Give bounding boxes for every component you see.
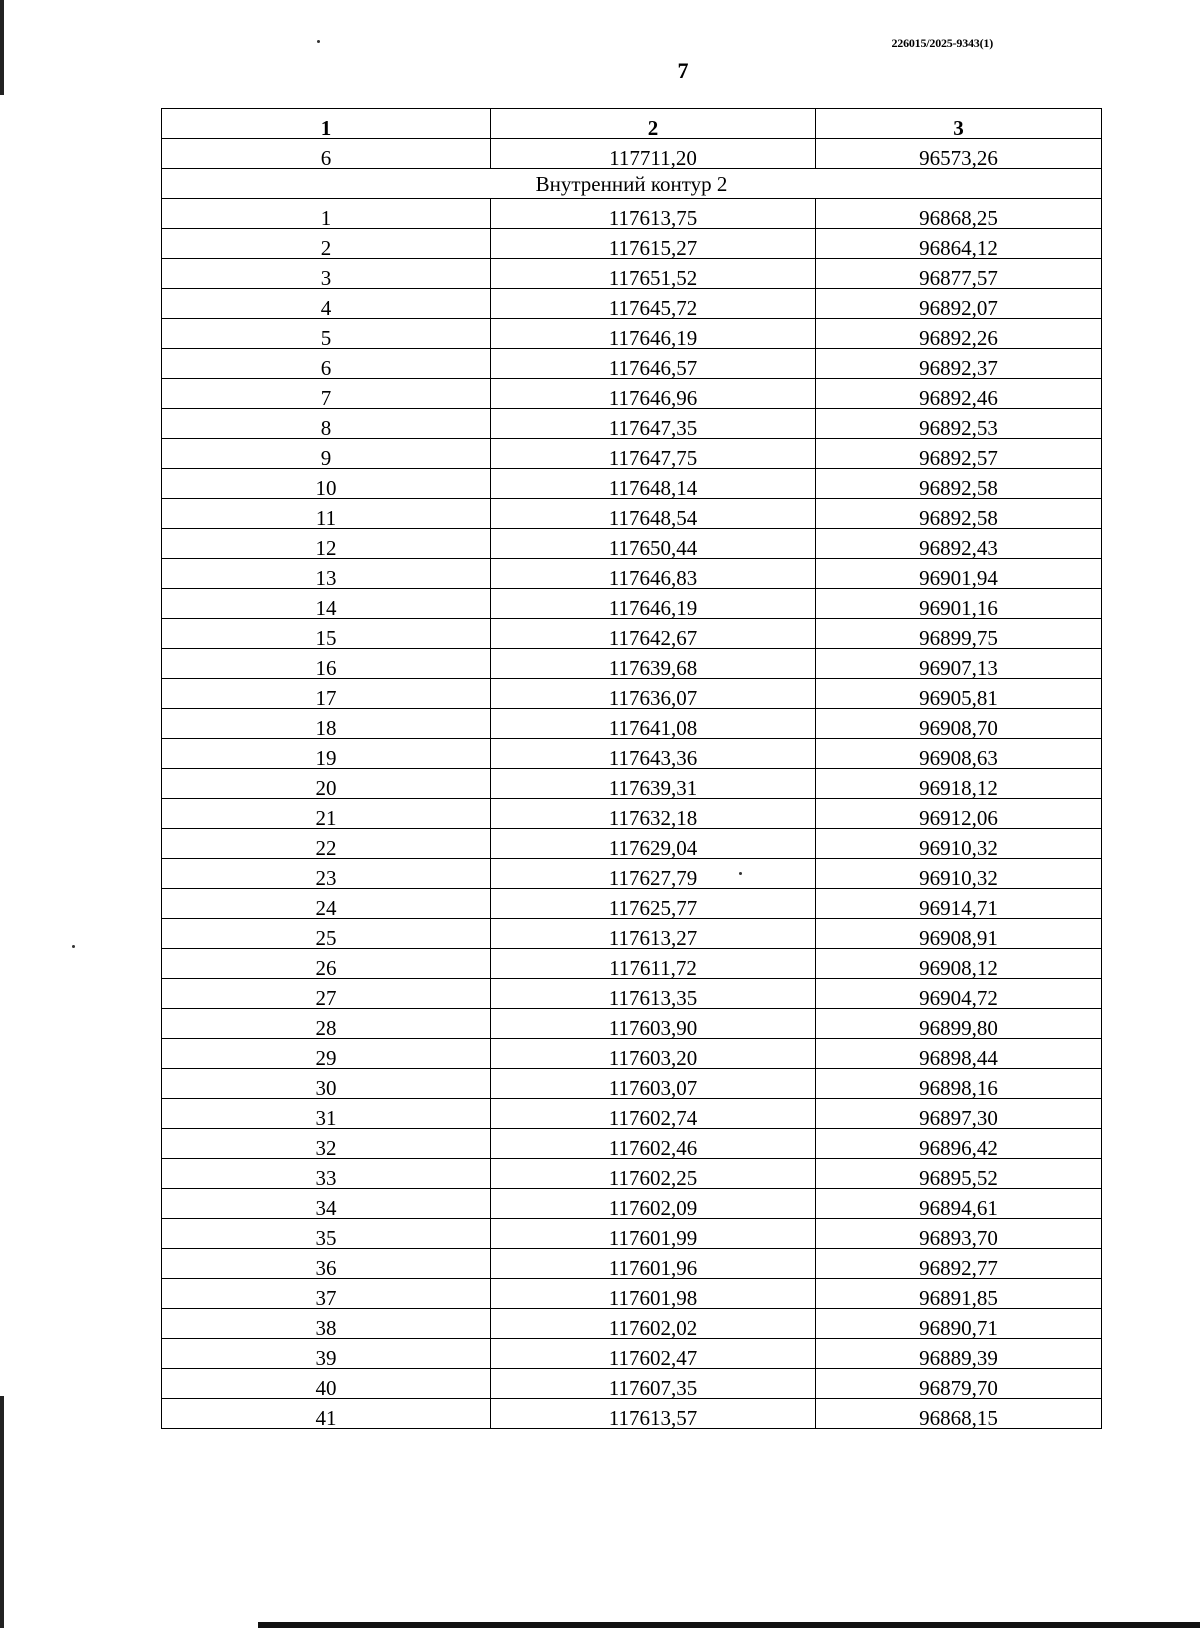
point-number: 26	[162, 949, 491, 979]
y-coordinate: 96898,44	[816, 1039, 1102, 1069]
x-coordinate: 117643,36	[491, 739, 816, 769]
point-number: 12	[162, 529, 491, 559]
table-row	[162, 1339, 1102, 1369]
table-row	[162, 289, 1102, 319]
x-coordinate: 117613,35	[491, 979, 816, 1009]
x-coordinate: 117603,20	[491, 1039, 816, 1069]
point-number: 14	[162, 589, 491, 619]
x-coordinate: 117629,04	[491, 829, 816, 859]
x-coordinate: 117613,27	[491, 919, 816, 949]
point-number: 16	[162, 649, 491, 679]
y-coordinate: 96890,71	[816, 1309, 1102, 1339]
x-coordinate: 117632,18	[491, 799, 816, 829]
x-coordinate: 117646,19	[491, 319, 816, 349]
y-coordinate: 96892,77	[816, 1249, 1102, 1279]
table-row	[162, 859, 1102, 889]
x-coordinate: 117602,09	[491, 1189, 816, 1219]
table-row	[162, 589, 1102, 619]
x-coordinate: 117602,46	[491, 1129, 816, 1159]
point-number: 22	[162, 829, 491, 859]
table-row	[162, 1159, 1102, 1189]
x-coordinate: 117613,57	[491, 1399, 816, 1429]
point-number: 11	[162, 499, 491, 529]
point-number: 9	[162, 439, 491, 469]
table-row	[162, 889, 1102, 919]
y-coordinate: 96912,06	[816, 799, 1102, 829]
y-coordinate: 96901,16	[816, 589, 1102, 619]
x-coordinate: 117607,35	[491, 1369, 816, 1399]
table-row	[162, 799, 1102, 829]
table-row	[162, 229, 1102, 259]
point-number: 17	[162, 679, 491, 709]
y-coordinate: 96868,15	[816, 1399, 1102, 1429]
table-row	[162, 1099, 1102, 1129]
table-row	[162, 529, 1102, 559]
y-coordinate: 96877,57	[816, 259, 1102, 289]
table-row	[162, 829, 1102, 859]
x-coordinate: 117636,07	[491, 679, 816, 709]
y-coordinate: 96899,80	[816, 1009, 1102, 1039]
x-coordinate: 117601,96	[491, 1249, 816, 1279]
point-number: 40	[162, 1369, 491, 1399]
column-header: 2	[491, 109, 816, 139]
point-number: 32	[162, 1129, 491, 1159]
scan-speck	[317, 40, 320, 43]
y-coordinate: 96893,70	[816, 1219, 1102, 1249]
header-row	[162, 109, 1102, 139]
x-coordinate: 117602,25	[491, 1159, 816, 1189]
x-coordinate: 117650,44	[491, 529, 816, 559]
table-row	[162, 679, 1102, 709]
y-coordinate: 96573,26	[816, 139, 1102, 169]
x-coordinate: 117642,67	[491, 619, 816, 649]
table-row	[162, 619, 1102, 649]
x-coordinate: 117646,19	[491, 589, 816, 619]
table-row	[162, 259, 1102, 289]
table-row	[162, 469, 1102, 499]
y-coordinate: 96897,30	[816, 1099, 1102, 1129]
point-number: 34	[162, 1189, 491, 1219]
x-coordinate: 117651,52	[491, 259, 816, 289]
y-coordinate: 96908,70	[816, 709, 1102, 739]
point-number: 30	[162, 1069, 491, 1099]
section-title: Внутренний контур 2	[162, 169, 1102, 199]
y-coordinate: 96904,72	[816, 979, 1102, 1009]
coordinates-table	[161, 108, 1102, 1429]
x-coordinate: 117602,02	[491, 1309, 816, 1339]
point-number: 20	[162, 769, 491, 799]
point-number: 31	[162, 1099, 491, 1129]
x-coordinate: 117639,31	[491, 769, 816, 799]
table-row	[162, 199, 1102, 229]
point-number: 10	[162, 469, 491, 499]
table-row	[162, 979, 1102, 1009]
x-coordinate: 117646,96	[491, 379, 816, 409]
table-row	[162, 709, 1102, 739]
point-number: 3	[162, 259, 491, 289]
point-number: 19	[162, 739, 491, 769]
x-coordinate: 117641,08	[491, 709, 816, 739]
table-row	[162, 319, 1102, 349]
point-number: 23	[162, 859, 491, 889]
x-coordinate: 117615,27	[491, 229, 816, 259]
y-coordinate: 96910,32	[816, 829, 1102, 859]
y-coordinate: 96892,07	[816, 289, 1102, 319]
point-number: 6	[162, 349, 491, 379]
y-coordinate: 96894,61	[816, 1189, 1102, 1219]
y-coordinate: 96879,70	[816, 1369, 1102, 1399]
y-coordinate: 96910,32	[816, 859, 1102, 889]
x-coordinate: 117602,74	[491, 1099, 816, 1129]
y-coordinate: 96908,12	[816, 949, 1102, 979]
point-number: 39	[162, 1339, 491, 1369]
table-row	[162, 649, 1102, 679]
point-number: 29	[162, 1039, 491, 1069]
x-coordinate: 117639,68	[491, 649, 816, 679]
y-coordinate: 96891,85	[816, 1279, 1102, 1309]
point-number: 38	[162, 1309, 491, 1339]
x-coordinate: 117645,72	[491, 289, 816, 319]
x-coordinate: 117613,75	[491, 199, 816, 229]
point-number: 8	[162, 409, 491, 439]
y-coordinate: 96907,13	[816, 649, 1102, 679]
y-coordinate: 96905,81	[816, 679, 1102, 709]
x-coordinate: 117646,83	[491, 559, 816, 589]
x-coordinate: 117647,35	[491, 409, 816, 439]
y-coordinate: 96889,39	[816, 1339, 1102, 1369]
point-number: 24	[162, 889, 491, 919]
table-row	[162, 1369, 1102, 1399]
point-number: 28	[162, 1009, 491, 1039]
table-row	[162, 769, 1102, 799]
scan-edge-bottom	[0, 1396, 4, 1628]
y-coordinate: 96899,75	[816, 619, 1102, 649]
table-row	[162, 409, 1102, 439]
y-coordinate: 96892,26	[816, 319, 1102, 349]
y-coordinate: 96892,58	[816, 469, 1102, 499]
y-coordinate: 96896,42	[816, 1129, 1102, 1159]
point-number: 27	[162, 979, 491, 1009]
point-number: 25	[162, 919, 491, 949]
x-coordinate: 117647,75	[491, 439, 816, 469]
point-number: 37	[162, 1279, 491, 1309]
x-coordinate: 117625,77	[491, 889, 816, 919]
x-coordinate: 117601,99	[491, 1219, 816, 1249]
x-coordinate: 117627,79	[491, 859, 816, 889]
table-row	[162, 499, 1102, 529]
x-coordinate: 117603,90	[491, 1009, 816, 1039]
y-coordinate: 96868,25	[816, 199, 1102, 229]
document-id: 226015/2025-9343(1)	[891, 36, 993, 50]
y-coordinate: 96892,57	[816, 439, 1102, 469]
column-header: 1	[162, 109, 491, 139]
x-coordinate: 117603,07	[491, 1069, 816, 1099]
point-number: 18	[162, 709, 491, 739]
x-coordinate: 117601,98	[491, 1279, 816, 1309]
table-row	[162, 1219, 1102, 1249]
table-row	[162, 439, 1102, 469]
y-coordinate: 96908,63	[816, 739, 1102, 769]
table-row	[162, 949, 1102, 979]
point-number: 21	[162, 799, 491, 829]
table-row	[162, 379, 1102, 409]
table-row	[162, 1129, 1102, 1159]
page-number: 7	[677, 58, 689, 83]
point-number: 15	[162, 619, 491, 649]
y-coordinate: 96898,16	[816, 1069, 1102, 1099]
x-coordinate: 117602,47	[491, 1339, 816, 1369]
y-coordinate: 96892,53	[816, 409, 1102, 439]
table-row	[162, 1399, 1102, 1429]
x-coordinate: 117648,54	[491, 499, 816, 529]
point-number: 7	[162, 379, 491, 409]
x-coordinate: 117611,72	[491, 949, 816, 979]
table-row	[162, 139, 1102, 169]
point-number: 13	[162, 559, 491, 589]
y-coordinate: 96864,12	[816, 229, 1102, 259]
table-row	[162, 1009, 1102, 1039]
y-coordinate: 96892,58	[816, 499, 1102, 529]
x-coordinate: 117646,57	[491, 349, 816, 379]
table-row	[162, 739, 1102, 769]
point-number: 6	[162, 139, 491, 169]
point-number: 35	[162, 1219, 491, 1249]
table-row	[162, 1039, 1102, 1069]
y-coordinate: 96892,37	[816, 349, 1102, 379]
section-row	[162, 169, 1102, 199]
table-row	[162, 349, 1102, 379]
y-coordinate: 96901,94	[816, 559, 1102, 589]
point-number: 36	[162, 1249, 491, 1279]
scan-speck	[72, 945, 75, 948]
table-row	[162, 919, 1102, 949]
table-row	[162, 1069, 1102, 1099]
point-number: 5	[162, 319, 491, 349]
y-coordinate: 96918,12	[816, 769, 1102, 799]
table-row	[162, 1189, 1102, 1219]
table-row	[162, 1309, 1102, 1339]
column-header: 3	[816, 109, 1102, 139]
point-number: 33	[162, 1159, 491, 1189]
scan-bottom-bar	[258, 1622, 1200, 1628]
y-coordinate: 96892,43	[816, 529, 1102, 559]
y-coordinate: 96895,52	[816, 1159, 1102, 1189]
point-number: 2	[162, 229, 491, 259]
table-row	[162, 559, 1102, 589]
x-coordinate: 117648,14	[491, 469, 816, 499]
point-number: 1	[162, 199, 491, 229]
x-coordinate: 117711,20	[491, 139, 816, 169]
y-coordinate: 96892,46	[816, 379, 1102, 409]
y-coordinate: 96908,91	[816, 919, 1102, 949]
table-row	[162, 1249, 1102, 1279]
y-coordinate: 96914,71	[816, 889, 1102, 919]
point-number: 4	[162, 289, 491, 319]
table-row	[162, 1279, 1102, 1309]
point-number: 41	[162, 1399, 491, 1429]
